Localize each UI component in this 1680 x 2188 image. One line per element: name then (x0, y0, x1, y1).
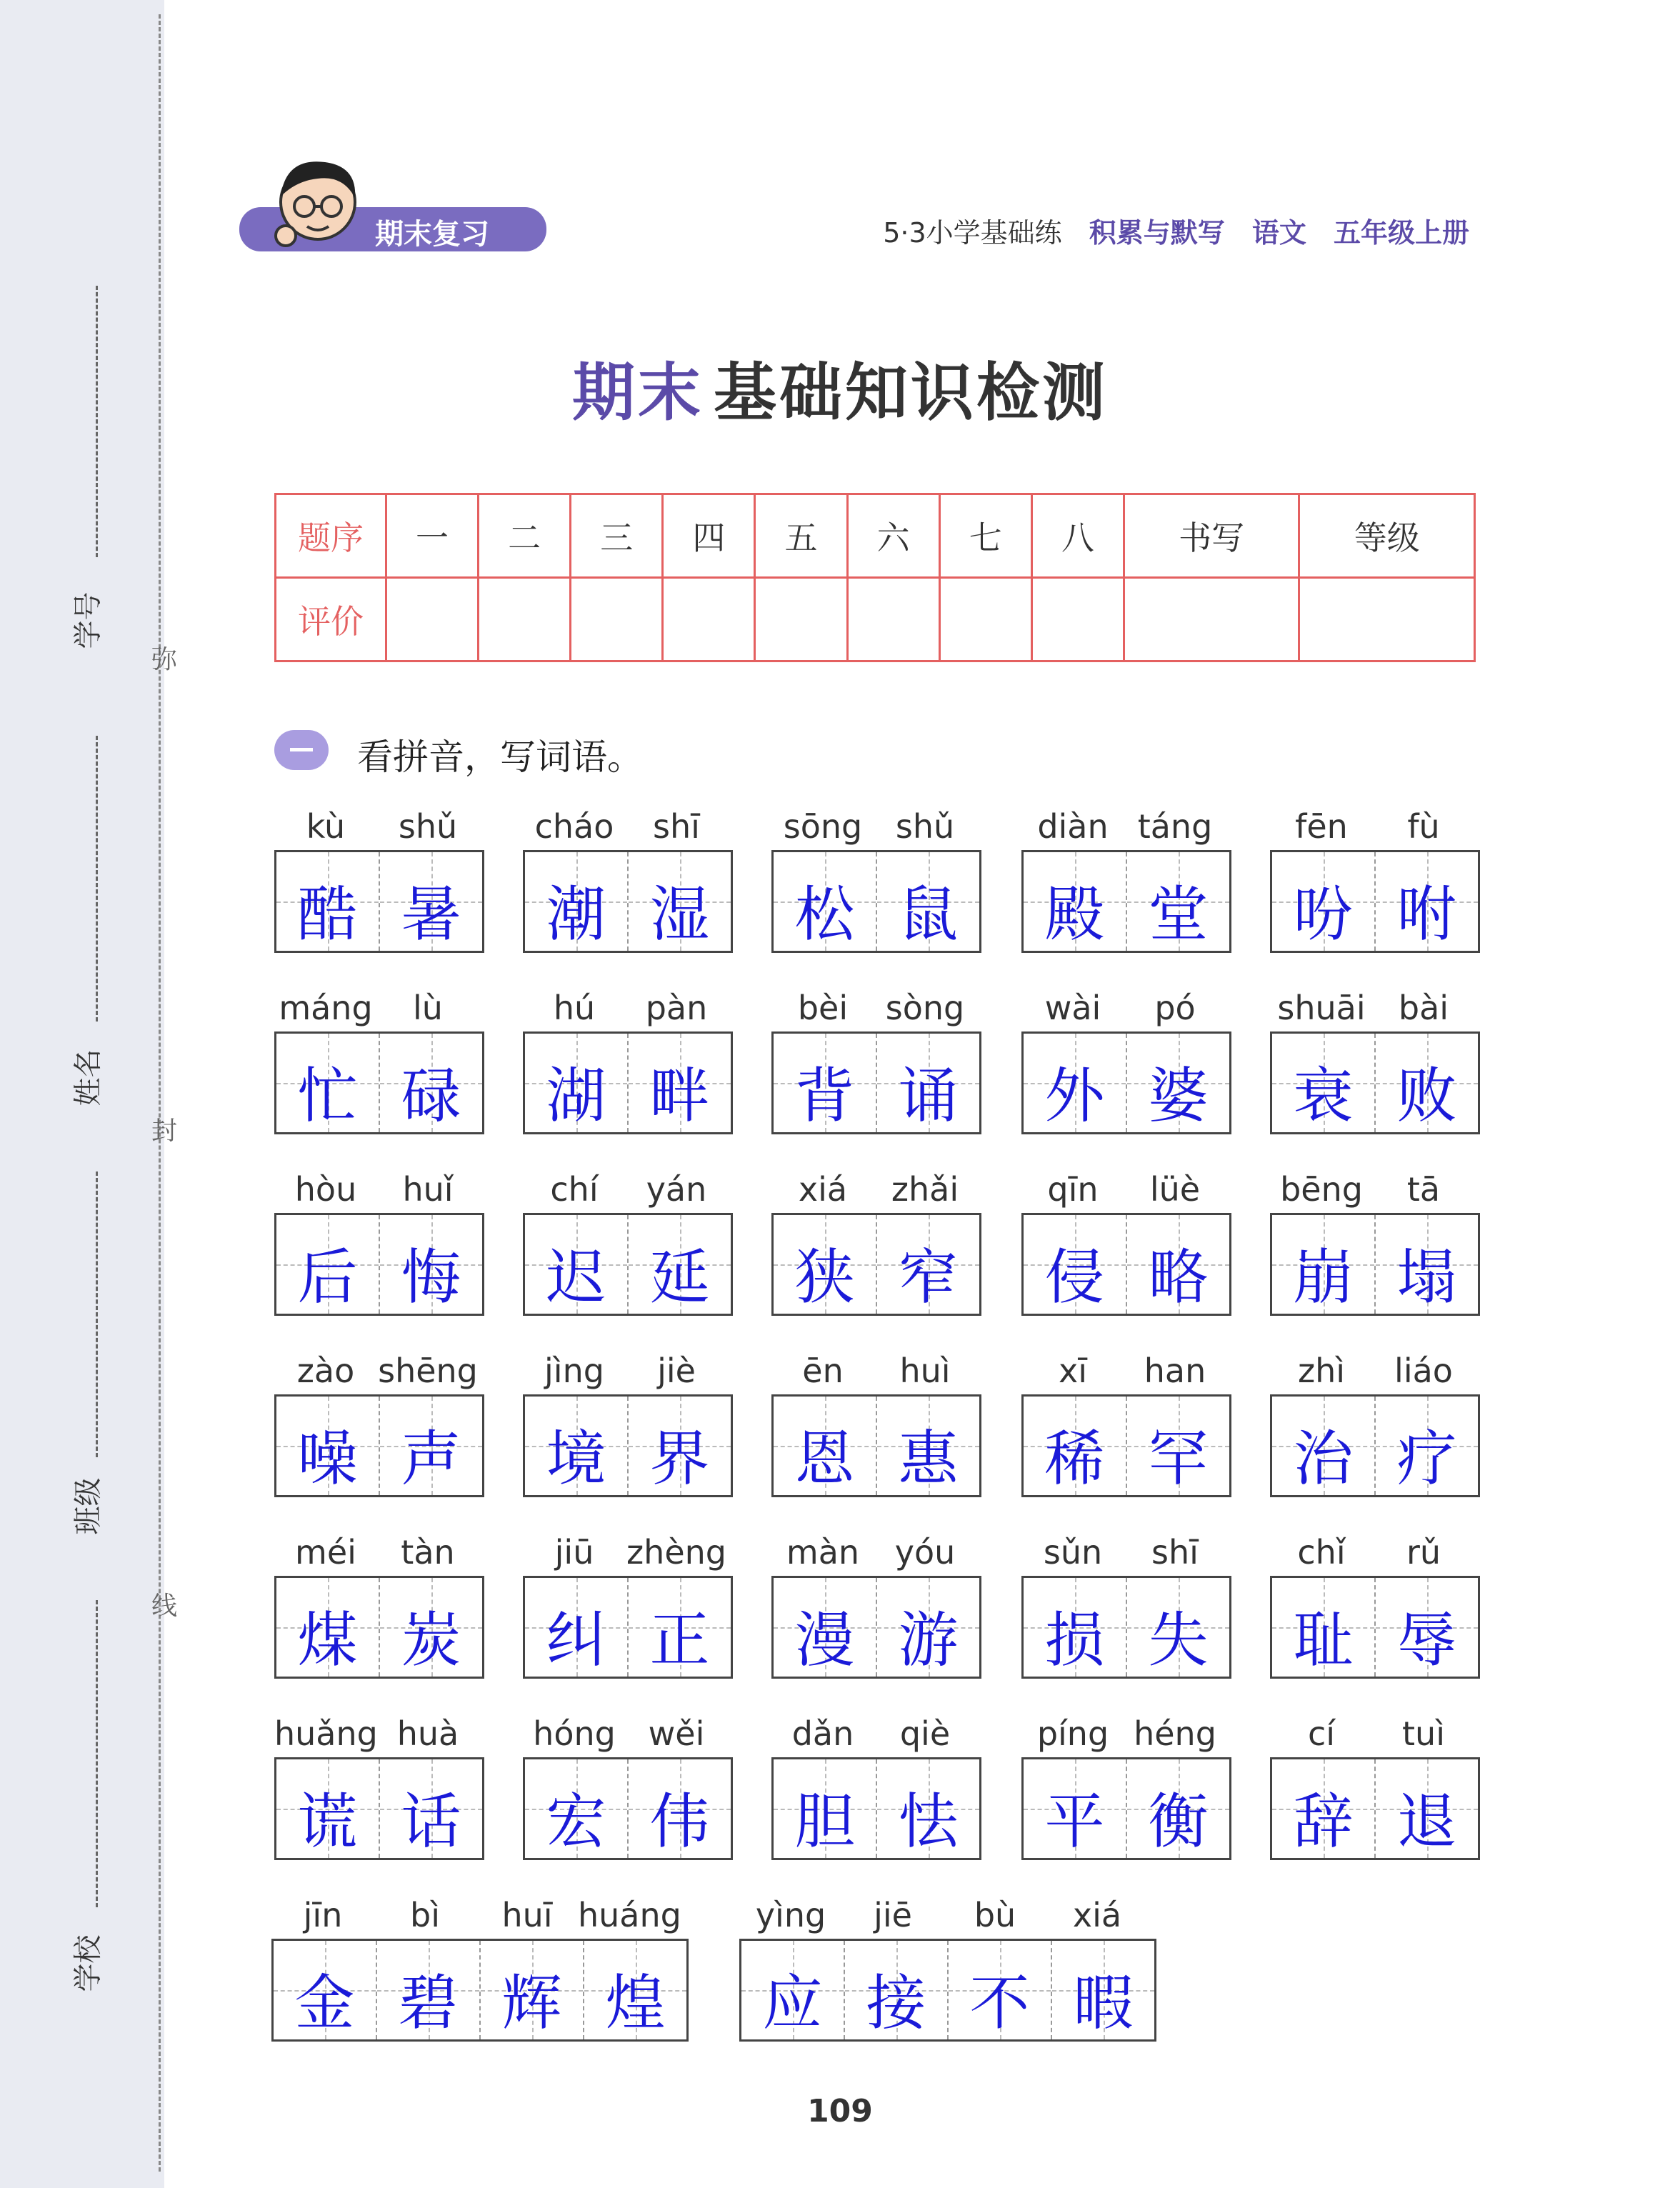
writing-cell[interactable] (380, 1215, 482, 1314)
handwritten-char: 辉 (501, 1968, 562, 2038)
writing-cell[interactable] (276, 1578, 380, 1677)
pinyin-label: sǔn (1043, 1533, 1103, 1572)
pinyin-label: shī (1151, 1533, 1199, 1572)
pinyin-label: zhǎi (891, 1170, 959, 1209)
handwritten-char: 境 (546, 1424, 606, 1494)
writing-cell[interactable] (1024, 1034, 1127, 1132)
handwritten-char: 婆 (1148, 1061, 1209, 1131)
handwritten-char: 耻 (1293, 1605, 1354, 1675)
writing-cell[interactable] (877, 852, 979, 951)
writing-grid (523, 1213, 733, 1316)
mascot-icon (257, 146, 379, 261)
writing-cell[interactable] (525, 1759, 629, 1858)
school-blank (96, 1600, 98, 1907)
handwritten-char: 纠 (546, 1605, 606, 1675)
pinyin-label: hòu (294, 1170, 357, 1209)
pinyin-label: xiá (1072, 1896, 1122, 1934)
score-cell-header: 七 (939, 494, 1031, 578)
pinyin-label: cí (1307, 1714, 1336, 1753)
handwritten-char: 罕 (1148, 1424, 1209, 1494)
handwritten-char: 后 (297, 1242, 358, 1312)
writing-grid (523, 1394, 733, 1497)
writing-cell[interactable] (1127, 1034, 1229, 1132)
score-cell-header: 三 (571, 494, 663, 578)
writing-cell[interactable] (877, 1034, 979, 1132)
writing-cell[interactable] (377, 1941, 481, 2039)
writing-grid (1021, 1576, 1231, 1679)
handwritten-char: 背 (794, 1061, 855, 1131)
handwritten-char: 鼠 (898, 879, 959, 949)
handwritten-char: 殿 (1044, 879, 1105, 949)
writing-cell[interactable] (741, 1941, 845, 2039)
handwritten-char: 外 (1044, 1061, 1105, 1131)
writing-grid (1270, 1213, 1480, 1316)
handwritten-char: 狭 (794, 1242, 855, 1312)
score-eval-cell[interactable] (386, 578, 479, 661)
pinyin-label: bèi (797, 989, 849, 1027)
pinyin-label: shǔ (398, 807, 458, 846)
writing-cell[interactable] (1272, 1578, 1376, 1677)
handwritten-char: 诵 (898, 1061, 959, 1131)
writing-cell[interactable] (1376, 1397, 1478, 1495)
writing-cell[interactable] (1024, 852, 1127, 951)
handwritten-char: 恩 (794, 1424, 855, 1494)
pinyin-label: ēn (802, 1352, 844, 1390)
handwritten-char: 酷 (297, 879, 358, 949)
page-number: 109 (807, 2093, 873, 2129)
writing-grid (523, 1576, 733, 1679)
pinyin-label: xī (1058, 1352, 1087, 1390)
writing-grid (771, 1576, 981, 1679)
writing-grid (1270, 1031, 1480, 1134)
pinyin-label: pàn (645, 989, 708, 1027)
pinyin-label: zhì (1297, 1352, 1346, 1390)
pinyin-label: bì (410, 1896, 440, 1934)
writing-grid (274, 1757, 484, 1860)
writing-grid (523, 1757, 733, 1860)
writing-cell[interactable] (1127, 1759, 1229, 1858)
writing-cell[interactable] (1127, 1578, 1229, 1677)
binding-cut-line (159, 14, 161, 2172)
handwritten-char: 辱 (1396, 1605, 1457, 1675)
writing-grid (1270, 1757, 1480, 1860)
score-eval-cell[interactable] (1031, 578, 1124, 661)
writing-cell[interactable] (1024, 1397, 1127, 1495)
pinyin-label: lüè (1149, 1170, 1201, 1209)
writing-cell[interactable] (276, 852, 380, 951)
writing-cell[interactable] (380, 1578, 482, 1677)
writing-cell[interactable] (1376, 1034, 1478, 1132)
pinyin-label: huáng (578, 1896, 681, 1934)
writing-cell[interactable] (629, 1759, 731, 1858)
pinyin-label: táng (1137, 807, 1213, 846)
writing-cell[interactable] (1127, 852, 1229, 951)
pinyin-label: wài (1044, 989, 1101, 1027)
writing-grid (771, 850, 981, 953)
writing-cell[interactable] (774, 1215, 877, 1314)
writing-cell[interactable] (276, 1759, 380, 1858)
handwritten-char: 惠 (898, 1424, 959, 1494)
score-eval-row (276, 578, 1475, 661)
writing-cell[interactable] (584, 1941, 686, 2039)
writing-grid (523, 1031, 733, 1134)
writing-cell[interactable] (1024, 1215, 1127, 1314)
pinyin-label: tā (1406, 1170, 1441, 1209)
pinyin-label: huǎng (274, 1714, 378, 1753)
pinyin-label: dǎn (791, 1714, 854, 1753)
writing-grid (274, 1031, 484, 1134)
handwritten-char: 延 (649, 1242, 710, 1312)
handwritten-char: 侵 (1044, 1242, 1105, 1312)
score-eval-cell[interactable] (663, 578, 755, 661)
writing-cell[interactable] (481, 1941, 584, 2039)
writing-cell[interactable] (629, 852, 731, 951)
handwritten-char: 煌 (605, 1968, 666, 2038)
writing-grid (1270, 850, 1480, 953)
pinyin-label: màn (786, 1533, 860, 1572)
pinyin-label: rǔ (1406, 1533, 1441, 1572)
pinyin-label: xiá (798, 1170, 848, 1209)
handwritten-char: 碧 (398, 1968, 459, 2038)
writing-grid (523, 850, 733, 953)
pinyin-label: yán (646, 1170, 707, 1209)
writing-cell[interactable] (774, 1034, 877, 1132)
writing-cell[interactable] (1272, 1034, 1376, 1132)
handwritten-char: 噪 (297, 1424, 358, 1494)
score-eval-cell[interactable] (1124, 578, 1299, 661)
score-cell-header: 五 (755, 494, 847, 578)
writing-cell[interactable] (276, 1034, 380, 1132)
writing-grid (771, 1213, 981, 1316)
handwritten-char: 疗 (1396, 1424, 1457, 1494)
writing-cell[interactable] (877, 1397, 979, 1495)
handwritten-char: 湿 (649, 879, 710, 949)
handwritten-char: 接 (866, 1968, 926, 2038)
pinyin-label: shī (653, 807, 700, 846)
pinyin-label: shēng (378, 1352, 478, 1390)
handwritten-char: 怯 (898, 1787, 959, 1857)
writing-cell[interactable] (380, 1397, 482, 1495)
writing-grid (1021, 1213, 1231, 1316)
handwritten-char: 湖 (546, 1061, 606, 1131)
writing-cell[interactable] (380, 1759, 482, 1858)
pinyin-label: sōng (783, 807, 863, 846)
writing-cell[interactable] (949, 1941, 1052, 2039)
writing-cell[interactable] (525, 1034, 629, 1132)
handwritten-char: 胆 (794, 1787, 855, 1857)
pinyin-label: yóu (894, 1533, 956, 1572)
writing-cell[interactable] (877, 1578, 979, 1677)
writing-cell[interactable] (525, 1397, 629, 1495)
student-id-label: 学号 (71, 591, 105, 649)
handwritten-char: 堂 (1148, 879, 1209, 949)
score-eval-cell[interactable] (571, 578, 663, 661)
handwritten-char: 暑 (401, 879, 461, 949)
handwritten-char: 漫 (794, 1605, 855, 1675)
writing-grid (274, 1394, 484, 1497)
handwritten-char: 衰 (1293, 1061, 1354, 1131)
pinyin-label: bēng (1280, 1170, 1363, 1209)
writing-cell[interactable] (1272, 1215, 1376, 1314)
writing-cell[interactable] (380, 1034, 482, 1132)
book-info (883, 211, 1469, 250)
writing-cell[interactable] (1376, 1759, 1478, 1858)
handwritten-char: 煤 (297, 1605, 358, 1675)
score-eval-cell[interactable] (479, 578, 571, 661)
handwritten-char: 衡 (1148, 1787, 1209, 1857)
handwritten-char: 辞 (1293, 1787, 1354, 1857)
handwritten-char: 声 (401, 1424, 461, 1494)
writing-grid (1021, 1757, 1231, 1860)
name-blank (96, 736, 98, 1021)
pinyin-label: shǔ (895, 807, 955, 846)
handwritten-char: 退 (1396, 1787, 1457, 1857)
pinyin-label: méi (295, 1533, 356, 1572)
subject-name: 语文 (1251, 217, 1306, 249)
handwritten-char: 悔 (401, 1242, 461, 1312)
handwritten-char: 忙 (297, 1061, 358, 1131)
pinyin-label: píng (1036, 1714, 1109, 1753)
writing-cell[interactable] (629, 1034, 731, 1132)
writing-cell[interactable] (1052, 1941, 1154, 2039)
school-label: 学校 (71, 1934, 105, 1992)
writing-cell[interactable] (1024, 1759, 1127, 1858)
pinyin-label: jīn (303, 1896, 343, 1934)
writing-grid (274, 850, 484, 953)
cut-char-xian: 线 (151, 1592, 177, 1621)
pinyin-label: tuì (1402, 1714, 1445, 1753)
writing-cell[interactable] (1272, 1759, 1376, 1858)
score-eval-cell[interactable] (755, 578, 847, 661)
handwritten-char: 炭 (401, 1605, 461, 1675)
score-cell-header: 八 (1031, 494, 1124, 578)
handwritten-char: 谎 (297, 1787, 358, 1857)
cut-char-feng: 封 (151, 1117, 177, 1146)
score-cell-header: 书写 (1124, 494, 1299, 578)
writing-cell[interactable] (1127, 1215, 1229, 1314)
pinyin-label: bù (974, 1896, 1016, 1934)
pinyin-label: hú (553, 989, 596, 1027)
pinyin-label: shuāi (1277, 989, 1366, 1027)
writing-grid (1021, 850, 1231, 953)
handwritten-char: 松 (794, 879, 855, 949)
handwritten-char: 金 (294, 1968, 355, 2038)
pinyin-label: zào (296, 1352, 355, 1390)
writing-cell[interactable] (1376, 1215, 1478, 1314)
writing-cell[interactable] (276, 1397, 380, 1495)
pinyin-label: lù (413, 989, 443, 1027)
pinyin-label: bài (1398, 989, 1449, 1027)
writing-cell[interactable] (1272, 1397, 1376, 1495)
writing-grid (739, 1939, 1156, 2042)
pinyin-label: chǐ (1297, 1533, 1346, 1572)
handwritten-char: 窄 (898, 1242, 959, 1312)
page-title (0, 343, 1680, 433)
pinyin-label: máng (279, 989, 373, 1027)
class-blank (96, 1172, 98, 1457)
writing-cell[interactable] (877, 1759, 979, 1858)
handwritten-char: 损 (1044, 1605, 1105, 1675)
score-eval-cell[interactable] (1299, 578, 1475, 661)
handwritten-char: 游 (898, 1605, 959, 1675)
pinyin-label: huà (396, 1714, 459, 1753)
cut-char-mi: 弥 (151, 645, 177, 674)
pinyin-label: kù (306, 807, 346, 846)
handwritten-char: 吩 (1293, 879, 1354, 949)
handwritten-char: 界 (649, 1424, 710, 1494)
pinyin-label: jiè (657, 1352, 696, 1390)
writing-grid (1270, 1394, 1480, 1497)
writing-cell[interactable] (774, 852, 877, 951)
title-rest: 基础知识检测 (714, 356, 1109, 429)
pinyin-label: qīn (1047, 1170, 1099, 1209)
pinyin-label: pó (1154, 989, 1196, 1027)
score-eval-cell[interactable] (847, 578, 939, 661)
writing-grid (771, 1031, 981, 1134)
score-table (274, 493, 1476, 662)
pinyin-label: tàn (401, 1533, 455, 1572)
writing-cell[interactable] (1376, 852, 1478, 951)
writing-cell[interactable] (380, 852, 482, 951)
writing-cell[interactable] (525, 1578, 629, 1677)
handwritten-char: 碌 (401, 1061, 461, 1131)
handwritten-char: 治 (1293, 1424, 1354, 1494)
grade-name: 五年级上册 (1333, 217, 1469, 249)
writing-cell[interactable] (525, 852, 629, 951)
name-label: 姓名 (71, 1049, 105, 1107)
handwritten-char: 伟 (649, 1787, 710, 1857)
handwritten-char: 败 (1396, 1061, 1457, 1131)
writing-cell[interactable] (774, 1578, 877, 1677)
pinyin-label: qiè (899, 1714, 951, 1753)
class-label: 班级 (71, 1477, 105, 1535)
writing-cell[interactable] (774, 1759, 877, 1858)
pinyin-label: huì (899, 1352, 951, 1390)
pinyin-label: sòng (885, 989, 965, 1027)
writing-cell[interactable] (629, 1215, 731, 1314)
pinyin-label: chí (550, 1170, 599, 1209)
writing-grid (274, 1213, 484, 1316)
writing-cell[interactable] (629, 1397, 731, 1495)
handwritten-char: 应 (762, 1968, 823, 2038)
handwritten-char: 咐 (1396, 879, 1457, 949)
writing-grid (1021, 1031, 1231, 1134)
title-highlight: 期末 (571, 356, 704, 429)
pinyin-label: diàn (1037, 807, 1109, 846)
score-cell-header: 六 (847, 494, 939, 578)
handwritten-char: 不 (969, 1968, 1030, 2038)
pinyin-label: héng (1134, 1714, 1216, 1753)
pinyin-label: fēn (1295, 807, 1348, 846)
score-header-row (276, 494, 1475, 578)
writing-cell[interactable] (1272, 852, 1376, 951)
handwritten-char: 塌 (1396, 1242, 1457, 1312)
pinyin-label: hóng (533, 1714, 616, 1753)
handwritten-char: 暇 (1073, 1968, 1134, 2038)
handwritten-char: 宏 (546, 1787, 606, 1857)
writing-cell[interactable] (1024, 1578, 1127, 1677)
writing-grid (274, 1576, 484, 1679)
writing-grid (771, 1757, 981, 1860)
score-cell-header: 等级 (1299, 494, 1475, 578)
handwritten-char: 话 (401, 1787, 461, 1857)
handwritten-char: 迟 (546, 1242, 606, 1312)
pinyin-label: jìng (544, 1352, 604, 1390)
pinyin-label: han (1144, 1352, 1206, 1390)
handwritten-char: 崩 (1293, 1242, 1354, 1312)
handwritten-char: 失 (1148, 1605, 1209, 1675)
score-eval-cell[interactable] (939, 578, 1031, 661)
writing-grid (771, 1394, 981, 1497)
book-name: 积累与默写 (1089, 217, 1225, 249)
writing-grid (271, 1939, 689, 2042)
writing-cell[interactable] (1127, 1397, 1229, 1495)
handwritten-char: 略 (1148, 1242, 1209, 1312)
writing-cell[interactable] (877, 1215, 979, 1314)
handwritten-char: 潮 (546, 879, 606, 949)
pinyin-label: liáo (1394, 1352, 1453, 1390)
writing-grid (1021, 1394, 1231, 1497)
writing-cell[interactable] (774, 1397, 877, 1495)
writing-cell[interactable] (276, 1215, 380, 1314)
pinyin-label: jiē (874, 1896, 912, 1934)
handwritten-char: 稀 (1044, 1424, 1105, 1494)
writing-cell[interactable] (845, 1941, 949, 2039)
section-title: 看拼音，写词语。 (357, 736, 643, 778)
pinyin-label: huǐ (402, 1170, 454, 1209)
score-cell-header: 题序 (276, 494, 386, 578)
writing-cell[interactable] (1376, 1578, 1478, 1677)
handwritten-char: 畔 (649, 1061, 710, 1131)
pinyin-label: yìng (755, 1896, 826, 1934)
score-cell-header: 一 (386, 494, 479, 578)
pinyin-label: jiū (554, 1533, 594, 1572)
writing-cell[interactable] (525, 1215, 629, 1314)
pinyin-label: cháo (534, 807, 614, 846)
pinyin-label: zhèng (626, 1533, 726, 1572)
section-badge-label: 期末复习 (375, 218, 489, 251)
pinyin-label: fù (1407, 807, 1440, 846)
section-number-icon (274, 730, 329, 770)
score-cell-header: 四 (663, 494, 755, 578)
score-eval-label: 评价 (276, 578, 386, 661)
writing-cell[interactable] (274, 1941, 377, 2039)
handwritten-char: 正 (649, 1605, 710, 1675)
pinyin-label: wěi (648, 1714, 705, 1753)
series-name: 5·3小学基础练 (883, 217, 1062, 249)
handwritten-char: 平 (1044, 1787, 1105, 1857)
writing-cell[interactable] (629, 1578, 731, 1677)
writing-grid (1270, 1576, 1480, 1679)
pinyin-label: huī (501, 1896, 553, 1934)
score-cell-header: 二 (479, 494, 571, 578)
